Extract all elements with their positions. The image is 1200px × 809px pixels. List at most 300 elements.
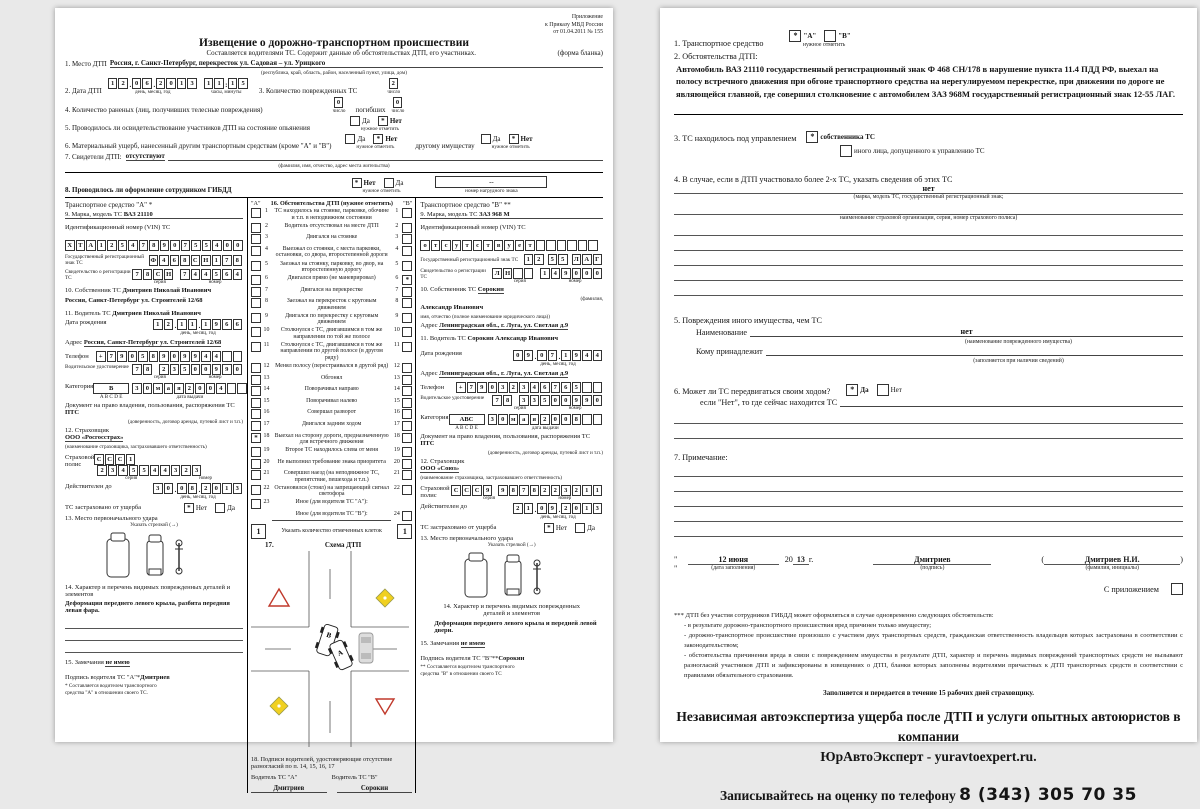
circumstance-b-checkbox bbox=[402, 208, 412, 218]
circumstance-b-checkbox bbox=[402, 234, 412, 244]
vehicle-a-policy-number-boxes: 2 3 4 5 5 4 4 3 2 3 bbox=[97, 465, 202, 476]
circumstance-a-checkbox bbox=[251, 313, 261, 323]
circumstance-row: 23 Иное (для водителя ТС "А"): bbox=[251, 499, 412, 509]
p2-owner-checkbox: * bbox=[806, 131, 818, 143]
p2-property-label: 5. Повреждения иного имущества, чем ТС bbox=[674, 316, 822, 326]
vehicle-b-issue-boxes: 3 0 м а я 2 0 0 8 bbox=[488, 414, 604, 425]
circumstance-b-checkbox bbox=[402, 433, 412, 443]
circumstance-b-checkbox bbox=[402, 485, 412, 495]
vehicle-a-birth-boxes: 1 2 . 1 1 . 1 9 6 6 bbox=[153, 319, 243, 330]
vehicle-b-driver-name: Сорокин Александр Иванович bbox=[467, 335, 559, 343]
vehicle-b-license-series-boxes: 7 8 bbox=[492, 395, 513, 406]
vehicle-a-insured: ТС застраховано от ущерба * Нет Да bbox=[65, 503, 235, 512]
vehicle-a-footnote: * Составляется водителем транспортного средства "А" в отношении своего ТС. bbox=[65, 683, 157, 696]
p2-item-3: 3. ТС находилось под управлением * собственника ТС bbox=[674, 132, 875, 144]
blank-line bbox=[65, 641, 243, 653]
vehicle-b-cert: Свидетельство о регистрации ТС Л Н 1 4 9 0 0 0 серия номер bbox=[420, 268, 603, 284]
vehicle-a-remarks: 15. Замечания не имею bbox=[65, 658, 130, 666]
intoxication-yes-checkbox bbox=[350, 116, 360, 126]
vehicle-b-damage-value: Деформация переднего левого крыла и передней левой двери. bbox=[434, 619, 597, 634]
p2-vehicle-a-checkbox: * bbox=[789, 30, 801, 42]
vehicle-b-category: Категория АВС A B C D E 3 0 м а я 2 0 0 8 дата выдачи bbox=[420, 414, 603, 431]
badge-number-box: -- bbox=[435, 176, 547, 188]
vehicle-a-cert: Свидетельство о регистрации ТС 7 8 С Н 7 4 4 5 6 4 серия номер bbox=[65, 269, 243, 285]
circumstance-row: 7 Двигался на перекрестке 7 bbox=[251, 287, 412, 297]
item-6-damage: 6. Материальный ущерб, нанесенный другим транспортным средствам (кроме "А" и "В") Да * Нет нужное отметить другому имуществу Да * Нет нужное отметить bbox=[65, 134, 533, 150]
form-title: Извещение о дорожно-транспортном происшествии bbox=[199, 36, 469, 49]
circumstance-row: 5 Заезжал на стоянку, парковку, во двор, на второстепенную дорогу 5 bbox=[251, 261, 412, 274]
circumstance-b-checkbox bbox=[402, 223, 412, 233]
vehicle-b-make-value: ЗАЗ 968 М bbox=[479, 211, 510, 219]
vehicle-a-vin-boxes: X T A 1 2 5 4 7 8 9 0 7 5 5 4 0 0 bbox=[65, 240, 244, 251]
signatures-block bbox=[251, 756, 412, 793]
vehicle-b-remarks-value: не имею bbox=[460, 639, 486, 647]
damaged-count-label: 3. Количество поврежденных ТС bbox=[258, 86, 358, 95]
vehicle-a-category-box: В bbox=[93, 383, 129, 394]
p2-signature-row: " " 12 июня (дата заполнения) 20 13 г. Дмитриев (подпись) ( Дмитриев Н.И. (фамилия, инициалы) ) bbox=[674, 555, 1183, 574]
driver-a-label: Водитель ТС "А" bbox=[251, 774, 298, 782]
p2-can-move-yes-checkbox: * bbox=[846, 384, 858, 396]
circumstance-b-checkbox bbox=[402, 363, 412, 373]
circumstance-row: 14 Поворачивал направо 14 bbox=[251, 386, 412, 396]
damage-property-no-checkbox: * bbox=[509, 134, 519, 144]
vehicle-a-phone-boxes: + 7 9 0 5 8 9 0 9 9 4 4 bbox=[96, 351, 243, 362]
vehicle-b-phone: Телефон + 7 9 0 3 2 3 4 6 7 6 5 bbox=[420, 382, 603, 393]
vehicle-a-insured-no-checkbox: * bbox=[184, 503, 194, 513]
vehicle-b-birth: Дата рождения 0 9 . 0 7 . 1 9 4 4 день, месяц, год bbox=[420, 350, 603, 367]
p2-more-ts-cap1: (марка, модель ТС, государственный регистрационный знак; bbox=[853, 194, 1004, 201]
vehicle-b-title: Транспортное средство "В" ** bbox=[420, 200, 511, 209]
vehicle-b-damage-label: 14. Характер и перечень видимых поврежденных деталей и элементов bbox=[443, 603, 580, 618]
p2-attachment: С приложением bbox=[674, 579, 1183, 597]
dead-label: погибших bbox=[355, 105, 386, 114]
circumstance-row: 15 Поворачивал налево 15 bbox=[251, 398, 412, 408]
circumstance-a-checkbox bbox=[251, 208, 261, 218]
vehicle-b-impact-label: 13. Место первоначального удара bbox=[420, 535, 514, 543]
police-no-checkbox: * bbox=[352, 178, 362, 188]
circumstance-b-checkbox bbox=[402, 421, 412, 431]
circumstance-row: 11 Столкнулся с ТС, двигавшимся в том же направлении по другой полосе (в другом ряду) 11 bbox=[251, 342, 412, 361]
vehicle-a-damage-label: 14. Характер и перечень видимых поврежденных деталей и элементов bbox=[65, 583, 231, 598]
vehicle-b-birth-boxes: 0 9 . 0 7 . 1 9 4 4 bbox=[513, 350, 603, 361]
vehicle-b-signature-value: Сорокин bbox=[498, 654, 525, 662]
blank-line bbox=[674, 477, 1183, 492]
ad-line2: ЮрАвтоЭксперт - yuravtoexpert.ru. bbox=[820, 749, 1037, 765]
vehicle-a-column: Транспортное средство "А" * 9. Марка, модель ТС ВАЗ 21110 Идентификационный номер (VIN) ТС X T A 1 2 5 4 7 8 9 0 7 5 5 4 0 0 Государственный регистрационный знак ТС Ф 4 6 8 С Н 1 7 8 Свидетельство о регистрации ТС 7 8 С Н 7 4 4 5 6 4 серия номер 10. Собственник ТС Дмитриев Николай Иванович Россия, Санкт-Петербург ул. Строителей 12/68 11. Водитель ТС Дмитриев Николай Иванович Дата рождения 1 2 . 1 1 . 1 9 6 6 день, месяц, год Адрес Россия, Санкт-Петербург ул. Строителей 12/68 Телефон + 7 9 0 5 8 9 0 9 9 4 4 Водительское удостоверение 7 8 2 3 5 0 0 9 9 0 серия номер Категория В A B C D E 3 0 м а я 2 0 0 4 дата выдачи Документ на право владения, пользования, распоряжения ТС ПТС (доверенность, договор аренды, путевой лист и т.п.) 12. Страховщик ООО «Росгосстрах» (наименование страховщика, застраховавшего ответственность) Страховой полис С С С 1 2 3 4 5 5 4 4 3 2 3 серия номер Действителен до 3 0 . 0 8 . 2 0 1 3 день, месяц, год ТС застраховано от ущерба * Нет Да 13. Место первоначального удара Указать стрелкой (→) 14. Характер и перечень видимых поврежденных деталей и элементов Деформация переднего левого крыла, разбита передняя левая фара. 15. Замечания не имею Подпись водителя ТС "А"*Дмитриев * Составляется водителем транспортного средства "А" в отношении своего ТС. bbox=[65, 198, 248, 793]
vehicle-b-impact-diagram bbox=[457, 549, 567, 601]
warning-sign-icon bbox=[269, 589, 289, 606]
badge-caption: номер нагрудного знака bbox=[465, 187, 518, 194]
p2-control-label: 3. ТС находилось под управлением bbox=[674, 134, 797, 144]
circumstance-row: * 18 Выехал на сторону дороги, предназначенную для встречного движения 18 bbox=[251, 433, 412, 446]
yield-sign-icon bbox=[376, 699, 394, 714]
ad-phone-number: 8 (343) 305 70 35 bbox=[959, 785, 1137, 806]
form-subtitle: Составляется водителями ТС. Содержит данные об обстоятельствах ДТП, его участниках. bbox=[206, 48, 477, 57]
circumstance-b-checkbox bbox=[402, 511, 412, 521]
vehicle-a-driver: 11. Водитель ТС Дмитриев Николай Иванович bbox=[65, 309, 201, 317]
circumstance-a-checkbox bbox=[251, 363, 261, 373]
p2-circumstances-label: 2. Обстоятельства ДТП: bbox=[674, 52, 758, 61]
blank-line bbox=[674, 424, 1183, 439]
blank-line bbox=[674, 492, 1183, 507]
vehicle-b-insurer: 12. Страховщик ООО «Союз» bbox=[420, 458, 465, 473]
vehicle-b-owner-name2: Александр Иванович bbox=[420, 304, 484, 312]
p2-note-label: 7. Примечание: bbox=[674, 453, 728, 463]
blank-line bbox=[674, 236, 1183, 251]
vehicle-a-insurer-value: ООО «Росгосстрах» bbox=[65, 434, 124, 442]
circumstances-header: "А" 16. Обстоятельства ДТП (нужное отметить) "В" bbox=[251, 199, 413, 207]
circumstance-b-checkbox bbox=[402, 386, 412, 396]
scheme-title: Схема ДТП bbox=[324, 541, 362, 550]
vehicle-a-signature: Подпись водителя ТС "А"*Дмитриев bbox=[65, 673, 170, 681]
vehicle-b-reg-boxes: 1 2 5 5 Л А Г bbox=[524, 254, 604, 265]
p2-other-person-checkbox bbox=[840, 145, 852, 157]
p2-property-cap1: (наименование поврежденного имущества) bbox=[965, 339, 1072, 346]
vehicles-section bbox=[65, 197, 603, 793]
page-1-notice-form bbox=[55, 8, 613, 793]
blank-line bbox=[65, 629, 243, 641]
vehicle-b-policy: Страховой полис С С С 9 9 8 7 8 2 2 3 2 1 1 серия номер bbox=[420, 485, 603, 501]
circumstance-b-checkbox bbox=[402, 470, 412, 480]
p2-attachment-checkbox bbox=[1171, 583, 1183, 595]
circumstance-b-checkbox bbox=[402, 327, 412, 337]
date-caption: день, месяц, год bbox=[135, 88, 171, 95]
vehicle-b-license: Водительское удостоверение 7 8 3 3 5 0 0 9 9 0 серия номер bbox=[420, 395, 603, 411]
header-note-line3: от 01.04.2011 № 155 bbox=[553, 29, 603, 36]
item-5-intoxication: 5. Проводилось ли освидетельствование участников ДТП на состояние опьянения Да * Нет нужное отметить bbox=[65, 116, 402, 132]
circumstance-a-checkbox bbox=[251, 447, 261, 457]
vehicle-a-impact-diagram bbox=[99, 529, 209, 581]
circumstance-a-checkbox bbox=[251, 409, 261, 419]
vehicle-a-doc-value: ПТС bbox=[65, 409, 80, 417]
blank-line bbox=[674, 266, 1183, 281]
vehicle-a-owner-address: Россия, Санкт-Петербург ул. Строителей 12/68 bbox=[65, 296, 203, 304]
circumstance-row: 6 Двигался прямо (не маневрировал) 6 * bbox=[251, 275, 412, 285]
accident-date-boxes: 1 2 . 0 6 . 2 0 1 3 bbox=[108, 78, 198, 89]
count-label: Указать количество отмеченных клеток bbox=[281, 528, 382, 535]
vehicle-b-insured: ТС застраховано от ущерба * Нет Да bbox=[420, 523, 595, 532]
vehicle-b-footnote: ** Составляется водителем транспортного средства "В" в отношении своего ТС bbox=[420, 664, 515, 677]
blank-line bbox=[674, 522, 1183, 537]
header-note bbox=[65, 14, 603, 37]
blank-line bbox=[674, 462, 1183, 477]
vehicle-b-owner-address: Адрес Ленинградская обл., г. Луга, ул. Светлая д.9 bbox=[420, 322, 569, 330]
circumstance-row: 2 Водитель отсутствовал на месте ДТП 2 bbox=[251, 223, 412, 233]
witnesses-label: 7. Свидетели ДТП: bbox=[65, 152, 122, 161]
form-blank-note: (форма бланка) bbox=[557, 48, 603, 57]
vehicle-b-reg: Государственный регистрационный знак ТС 1 2 5 5 Л А Г bbox=[420, 254, 603, 265]
circumstance-a-checkbox bbox=[251, 398, 261, 408]
vehicle-b-vin-boxes: о т с у т с т в у е т bbox=[420, 240, 599, 251]
circumstance-b-checkbox bbox=[402, 313, 412, 323]
p2-vehicle-b-checkbox bbox=[824, 30, 836, 42]
circumstance-a-checkbox bbox=[251, 275, 261, 285]
circumstance-row: 10 Столкнулся с ТС, двигавшимся в том же направлении по той же полосе 10 bbox=[251, 327, 412, 340]
vehicle-b-column: Транспортное средство "В" ** 9. Марка, модель ТС ЗАЗ 968 М Идентификационный номер (VIN) ТС о т с у т с т в у е т Государственный регистрационный знак ТС 1 2 5 5 Л А Г Свидетельство о регистрации ТС Л Н 1 4 9 0 0 0 серия номер 10. Собственник ТС Сорокин (фамилия, Александр Иванович имя, отчество (полное наименование юридического лица)) Адрес Ленинградская обл., г. Луга, ул. Светлая д.9 11. Водитель ТС Сорокин Александр Иванович Дата рождения 0 9 . 0 7 . 1 9 4 4 день, месяц, год Адрес Ленинградская обл., г. Луга, ул. Светлая д.9 Телефон + 7 9 0 3 2 3 4 6 7 6 5 Водительское удостоверение 7 8 3 3 5 0 0 9 9 0 серия номер Категория АВС A B C D E 3 0 м а я 2 0 0 8 дата выдачи Документ на право владения, пользования, распоряжения ТС ПТС (доверенность, договор аренды, путевой лист и т.п.) 12. Страховщик ООО «Союз» (наименование страховщика, застраховавшего ответственность) Страховой полис С С С 9 9 8 7 8 2 2 3 2 1 1 серия номер Действителен до 2 1 . 0 9 . 2 0 1 3 день, месяц, год ТС застраховано от ущерба * Нет Да 13. Место первоначального удара Указать стрелкой (→) 14. Характер и перечень видимых поврежденных деталей и элементов Деформация переднего левого крыла и передней левой двери. 15. Замечания не имею Подпись водителя ТС "В"**Сорокин ** Составляется водителем транспортного средства "В" в отношении своего ТС bbox=[420, 200, 603, 677]
circumstance-a-checkbox bbox=[251, 287, 261, 297]
circumstance-a-checkbox bbox=[251, 421, 261, 431]
header-note-line1: Приложение bbox=[571, 14, 603, 20]
driver-b-label: Водитель ТС "В" bbox=[331, 774, 378, 782]
p2-name-initials: Дмитриев Н.И. bbox=[1044, 555, 1180, 565]
circumstance-row: 22 Остановился (стоял) на запрещающий сигнал светофора 22 bbox=[251, 485, 412, 498]
damaged-count-box: 2 bbox=[389, 78, 400, 89]
vehicle-a-signature-value: Дмитриев bbox=[140, 673, 170, 681]
item-8-police: 8. Проводилось ли оформление сотрудником ГИБДД * Нет Да нужное отметить -- номер нагрудного знака bbox=[65, 176, 603, 194]
vehicle-a-license-number-boxes: 2 3 5 0 0 9 9 0 bbox=[159, 364, 243, 375]
blank-line bbox=[674, 507, 1183, 522]
circumstance-a-checkbox bbox=[251, 499, 261, 509]
p2-fill-year: 13 bbox=[793, 555, 809, 565]
header-note-line2: к Приказу МВД России bbox=[545, 21, 603, 28]
circumstance-a-checkbox bbox=[251, 375, 261, 385]
vehicle-b-make: 9. Марка, модель ТС ЗАЗ 968 М bbox=[420, 211, 603, 219]
circumstance-b-checkbox bbox=[402, 287, 412, 297]
vehicle-b-policy-series-boxes: С С С 9 bbox=[451, 485, 493, 496]
circumstance-a-checkbox bbox=[251, 470, 261, 480]
circumstance-row: 4 Выезжал со стоянки, с места парковки, остановки, со двора, второстепенной дороги 4 bbox=[251, 246, 412, 259]
vehicle-b-driver: 11. Водитель ТС Сорокин Александр Иванович bbox=[420, 335, 559, 343]
count-caption: число bbox=[387, 88, 401, 95]
blank-line bbox=[674, 251, 1183, 266]
circumstance-a-checkbox bbox=[251, 327, 261, 337]
circumstance-b-checkbox bbox=[402, 261, 412, 271]
vehicle-a-make: 9. Марка, модель ТС ВАЗ 21110 bbox=[65, 211, 243, 219]
dead-count-box: 0 bbox=[393, 97, 404, 108]
vehicle-a-vin-label: Идентификационный номер (VIN) ТС bbox=[65, 224, 171, 232]
count-row bbox=[251, 524, 412, 539]
circumstance-row: 17 Двигался задним ходом 17 bbox=[251, 421, 412, 431]
item-2-3-date-count bbox=[65, 78, 603, 95]
vehicle-b-doc: Документ на право владения, пользования, распоряжения ТС ПТС bbox=[420, 433, 591, 448]
circumstance-a-checkbox bbox=[251, 223, 261, 233]
vehicle-a-license-series-boxes: 7 8 bbox=[132, 364, 153, 375]
vehicle-b-remarks: 15. Замечания не имею bbox=[420, 639, 486, 647]
page-2-notice-form bbox=[660, 8, 1197, 806]
vehicle-b-signature: Подпись водителя ТС "В"**Сорокин bbox=[420, 654, 525, 662]
signatures-names bbox=[251, 774, 412, 781]
intoxication-label: 5. Проводилось ли освидетельствование участников ДТП на состояние опьянения bbox=[65, 123, 310, 132]
p2-more-ts-value: нет bbox=[674, 184, 1183, 194]
p2-fill-instruction: Заполняется и передается в течение 15 рабочих дней страховщику. bbox=[823, 688, 1034, 697]
vehicle-a-damage-value: Деформация переднего левого крыла, разбита передняя левая фара. bbox=[65, 600, 230, 615]
vehicle-a-remarks-value: не имею bbox=[105, 658, 130, 666]
police-yes-checkbox bbox=[384, 178, 394, 188]
driver-a-signature: Дмитриев bbox=[251, 781, 327, 793]
vehicle-a-driver-name: Дмитриев Николай Иванович bbox=[112, 309, 201, 317]
vehicle-b-owner-name: Сорокин bbox=[477, 286, 504, 294]
vehicle-a-license: Водительское удостоверение 7 8 2 3 5 0 0 9 9 0 серия номер bbox=[65, 364, 243, 380]
p2-footnote-block: *** ДТП без участия сотрудников ГИБДД может оформляться в случае одновременно следующих обстоятельств: - в результате дорожно-транспортного происшествия вред причинен только имуществу; - дорожно-транспортное происшествие произошло с участием двух транспортных средств, гражданская ответственность владельцев которых застрахована в соответствии с законодательством; - обстоятельства причинения вреда в связи с повреждением имущества в результате ДТП, характер и перечень видимых повреждений транспортных средств не вызывают разногласий участников ДТП и зафиксированы в извещениях о ДТП, бланки которых заполнены водителями причастных к ДТП транспортных средств в соответствии с правилами обязательного страхования. bbox=[674, 612, 1183, 679]
circumstance-b-checkbox bbox=[402, 459, 412, 469]
vehicle-a-issue-boxes: 3 0 м а я 2 0 0 4 bbox=[132, 383, 248, 394]
damage-other-ts-no-checkbox: * bbox=[373, 134, 383, 144]
p2-signature: Дмитриев bbox=[873, 555, 991, 565]
p2-can-move-no-checkbox bbox=[877, 384, 889, 396]
vehicle-a-birth: Дата рождения 1 2 . 1 1 . 1 9 6 6 день, месяц, год bbox=[65, 319, 243, 336]
circumstance-row: 3 Двигался на стоянке 3 bbox=[251, 234, 412, 244]
vehicle-a-title: Транспортное средство "А" * bbox=[65, 200, 153, 209]
circumstance-b-checkbox bbox=[402, 398, 412, 408]
vehicle-b-license-number-boxes: 3 3 5 0 0 9 9 0 bbox=[519, 395, 603, 406]
vehicle-b-insured-no-checkbox: * bbox=[544, 523, 554, 533]
circumstance-b-checkbox bbox=[402, 298, 412, 308]
blank-line bbox=[674, 281, 1183, 296]
item-7-witnesses bbox=[65, 152, 603, 161]
p2-vehicle-label: 1. Транспортное средство bbox=[674, 39, 764, 48]
circumstance-a-checkbox bbox=[251, 485, 261, 495]
vehicle-a-category: Категория В A B C D E 3 0 м а я 2 0 0 4 дата выдачи bbox=[65, 383, 243, 400]
vehicle-b-valid-boxes: 2 1 . 0 9 . 2 0 1 3 bbox=[513, 503, 603, 514]
witnesses-caption: (фамилия, имя, отчество, адрес места жительства) bbox=[278, 162, 390, 169]
vehicle-b-address: Адрес Ленинградская обл., г. Луга, ул. Светлая д.9 bbox=[420, 369, 569, 377]
ad-phone-label: Записывайтесь на оценку по телефону bbox=[720, 788, 956, 804]
driver-b-signature: Сорокин bbox=[337, 781, 413, 793]
vehicle-a-policy: Страховой полис С С С 1 2 3 4 5 5 4 4 3 2 3 серия номер bbox=[65, 453, 213, 481]
place-caption: (республика, край, область, район, населенный пункт, улица, дом) bbox=[261, 69, 407, 76]
vehicle-b-owner: 10. Собственник ТС Сорокин bbox=[420, 286, 504, 294]
vehicle-b-policy-number-boxes: 9 8 7 8 2 2 3 2 1 1 bbox=[498, 485, 603, 496]
vehicle-a-owner-name: Дмитриев Николай Иванович bbox=[122, 287, 212, 295]
ad-line1: Независимая автоэкспертиза ущерба после ДТП и услуги опытных автоюристов в компании bbox=[676, 708, 1181, 744]
p2-property-name-value: нет bbox=[750, 327, 1183, 337]
circumstance-row: 21 Совершил наезд (на неподвижное ТС, препятствие, пешехода и т.п.) 21 bbox=[251, 470, 412, 483]
p2-day-quotes: " " bbox=[674, 555, 678, 574]
circumstance-row: 20 Не выполнил требование знака приоритета 20 bbox=[251, 459, 412, 469]
p2-property-name: Наименование нет bbox=[696, 327, 1183, 337]
p2-item-3b: иного лица, допущенного к управлению ТС bbox=[840, 145, 1183, 157]
circumstance-row: 9 Двигался по перекрестку с круговым движением 9 bbox=[251, 313, 412, 326]
count-b-box: 1 bbox=[397, 524, 412, 539]
vehicle-a-policy-series-boxes: С С С 1 bbox=[94, 454, 136, 465]
vehicle-a-reg-boxes: Ф 4 6 8 С Н 1 7 8 bbox=[149, 255, 244, 266]
vehicle-a-make-value: ВАЗ 21110 bbox=[123, 211, 153, 219]
p2-item-1: 1. Транспортное средство * "А" "В" нужное отметить bbox=[674, 31, 851, 48]
ad-text bbox=[674, 707, 1183, 768]
circumstance-a-checkbox bbox=[251, 342, 261, 352]
circumstance-a-checkbox bbox=[251, 246, 261, 256]
circumstance-a-checkbox bbox=[251, 261, 261, 271]
vehicle-a-valid: Действителен до 3 0 . 0 8 . 2 0 1 3 день, месяц, год bbox=[65, 483, 243, 500]
material-damage-label: 6. Материальный ущерб, нанесенный другим транспортным средствам (кроме "А" и "В") bbox=[65, 141, 332, 150]
p2-more-ts-label: 4. В случае, если в ДТП участвовало более 2-х ТС, указать сведения об этих ТС bbox=[674, 175, 953, 185]
date-label: 2. Дата ДТП bbox=[65, 86, 102, 95]
p2-property-cap2: (заполняется при наличии сведений) bbox=[973, 358, 1064, 365]
signatures-label: 18. Подписи водителей, удостоверяющие отсутствие разногласий по п. 14, 15, 16, 17 bbox=[251, 756, 393, 771]
vehicle-a-phone: Телефон + 7 9 0 5 8 9 0 9 9 4 4 bbox=[65, 351, 243, 362]
injured-label: 4. Количество раненых (лиц, получивших телесные повреждения) bbox=[65, 105, 263, 114]
vehicle-a-insurer: 12. Страховщик ООО «Росгосстрах» bbox=[65, 427, 124, 442]
circumstance-a-checkbox bbox=[251, 459, 261, 469]
car-gray-shape bbox=[359, 633, 373, 663]
circumstance-b-checkbox bbox=[402, 342, 412, 352]
place-label: 1. Место ДТП bbox=[65, 59, 107, 68]
p2-item-6: 6. Может ли ТС передвигаться своим ходом? * Да Нет bbox=[674, 385, 902, 397]
circumstance-b-checkbox: * bbox=[402, 275, 412, 285]
place-value: Россия, г. Санкт-Петербург, перекресток ул. Садовая – ул. Урицкого bbox=[110, 59, 603, 68]
vehicle-b-address-value: Ленинградская обл., г. Луга, ул. Светлая д.9 bbox=[439, 369, 569, 377]
vehicle-a-cert-number-boxes: 7 4 4 5 6 4 bbox=[180, 269, 243, 280]
accident-time-boxes: 1 1 : 1 5 bbox=[204, 78, 249, 89]
circumstance-row: 19 Второе ТС находилось слева от меня 19 bbox=[251, 447, 412, 457]
scheme-header: 17. Схема ДТП bbox=[251, 541, 412, 549]
vehicle-b-insurer-value: ООО «Союз» bbox=[420, 465, 460, 473]
p2-can-move-label: 6. Может ли ТС передвигаться своим ходом? bbox=[674, 387, 831, 397]
vehicle-b-vin-label: Идентификационный номер (VIN) ТС bbox=[420, 224, 526, 232]
p2-item-6-sub: если "Нет", то где сейчас находится ТС bbox=[700, 398, 1183, 407]
circumstance-a-checkbox bbox=[251, 386, 261, 396]
vehicle-a-valid-boxes: 3 0 . 0 8 . 2 0 1 3 bbox=[153, 483, 243, 494]
svg-text:В: В bbox=[325, 630, 333, 640]
p2-fill-date: 12 июня bbox=[688, 555, 779, 565]
blank-line bbox=[674, 221, 1183, 236]
circumstance-row: 1 ТС находилось на стоянке, парковке, обочине и т.п. в неподвижном состоянии 1 bbox=[251, 208, 412, 221]
intoxication-no-checkbox: * bbox=[378, 116, 388, 126]
injured-count-box: 0 bbox=[334, 97, 345, 108]
damage-other-ts-yes-checkbox bbox=[345, 134, 355, 144]
circumstance-a-checkbox: * bbox=[251, 433, 261, 443]
circumstance-row: 13 Обгонял 13 bbox=[251, 375, 412, 385]
witnesses-value: отсутствуют bbox=[125, 151, 165, 160]
accident-scheme-drawing bbox=[251, 551, 409, 747]
signatures-values bbox=[251, 781, 412, 793]
p2-property-owner: Кому принадлежит bbox=[696, 347, 1183, 356]
svg-text:А: А bbox=[336, 648, 345, 658]
vehicle-a-reg: Государственный регистрационный знак ТС Ф 4 6 8 С Н 1 7 8 bbox=[65, 254, 243, 266]
item-4-injured: 4. Количество раненых (лиц, получивших телесные повреждения) 0 число погибших 0 число bbox=[65, 98, 405, 114]
vehicle-b-valid: Действителен до 2 1 . 0 9 . 2 0 1 3 день, месяц, год bbox=[420, 503, 603, 520]
vehicle-b-category-box: АВС bbox=[449, 414, 485, 425]
time-caption: часы, минуты bbox=[211, 88, 242, 95]
p2-circumstances-text: Автомобиль ВАЗ 21110 государственный регистрационный знак Ф 468 СН/178 в нарушение пункта 11.4 ПДД РФ, выехал на полосу встречного движения при обгоне транспортного средства на нерегулируемом перекрестке, при движении по дороге не являющейся главной, где совершил столкновение с автомобилем ЗАЗ 968М государственный регистрационный знак 12-55 ЛАГ. bbox=[676, 64, 1176, 99]
item-1-place bbox=[65, 59, 603, 68]
blank-line bbox=[65, 617, 243, 629]
blank-line bbox=[674, 409, 1183, 424]
vehicle-a-impact-label: 13. Место первоначального удара bbox=[65, 515, 158, 523]
ad-phone-row bbox=[674, 783, 1183, 809]
other-property-label: другому имуществу bbox=[415, 141, 475, 150]
vehicle-a-insured-yes-checkbox bbox=[215, 503, 225, 513]
circumstance-b-checkbox bbox=[402, 246, 412, 256]
circumstance-a-checkbox bbox=[251, 234, 261, 244]
p2-more-ts-cap2: наименование страховой организации, серия, номер страхового полиса) bbox=[839, 215, 1018, 222]
circumstances-title: 16. Обстоятельства ДТП (нужное отметить) bbox=[270, 199, 393, 207]
vehicle-a-owner: 10. Собственник ТС Дмитриев Николай Иванович bbox=[65, 287, 212, 295]
circumstance-row: 16 Совершал разворот 16 bbox=[251, 409, 412, 419]
vehicle-b-cert-series-boxes: Л Н bbox=[492, 268, 534, 279]
vehicle-b-doc-value: ПТС bbox=[420, 440, 435, 448]
count-a-box: 1 bbox=[251, 524, 266, 539]
circumstances-column bbox=[248, 198, 416, 793]
vehicle-a-address: Адрес Россия, Санкт-Петербург ул. Строителей 12/68 bbox=[65, 338, 222, 346]
circumstances-list bbox=[251, 208, 412, 521]
circumstance-row: Иное (для водителя ТС "В"): 24 bbox=[251, 511, 412, 521]
vehicle-a-address-value: Россия, Санкт-Петербург ул. Строителей 12/68 bbox=[83, 338, 222, 346]
circumstance-b-checkbox bbox=[402, 375, 412, 385]
police-label: 8. Проводилось ли оформление сотрудником ГИБДД bbox=[65, 185, 232, 194]
circumstance-row: 12 Менял полосу (перестраивался в другой ряд) 12 bbox=[251, 363, 412, 373]
circumstance-b-checkbox bbox=[402, 409, 412, 419]
vehicle-b-insured-yes-checkbox bbox=[575, 523, 585, 533]
vehicle-b-phone-boxes: + 7 9 0 3 2 3 4 6 7 6 5 bbox=[456, 382, 603, 393]
damage-property-yes-checkbox bbox=[481, 134, 491, 144]
vehicle-a-cert-series-boxes: 7 8 С Н bbox=[132, 269, 174, 280]
circumstance-b-checkbox bbox=[402, 447, 412, 457]
blank-line bbox=[674, 200, 1183, 215]
vehicle-a-doc: Документ на право владения, пользования, распоряжения ТС ПТС bbox=[65, 402, 235, 417]
circumstance-row: 8 Заезжал на перекресток с круговым движением 8 bbox=[251, 298, 412, 311]
circumstance-a-checkbox bbox=[251, 298, 261, 308]
